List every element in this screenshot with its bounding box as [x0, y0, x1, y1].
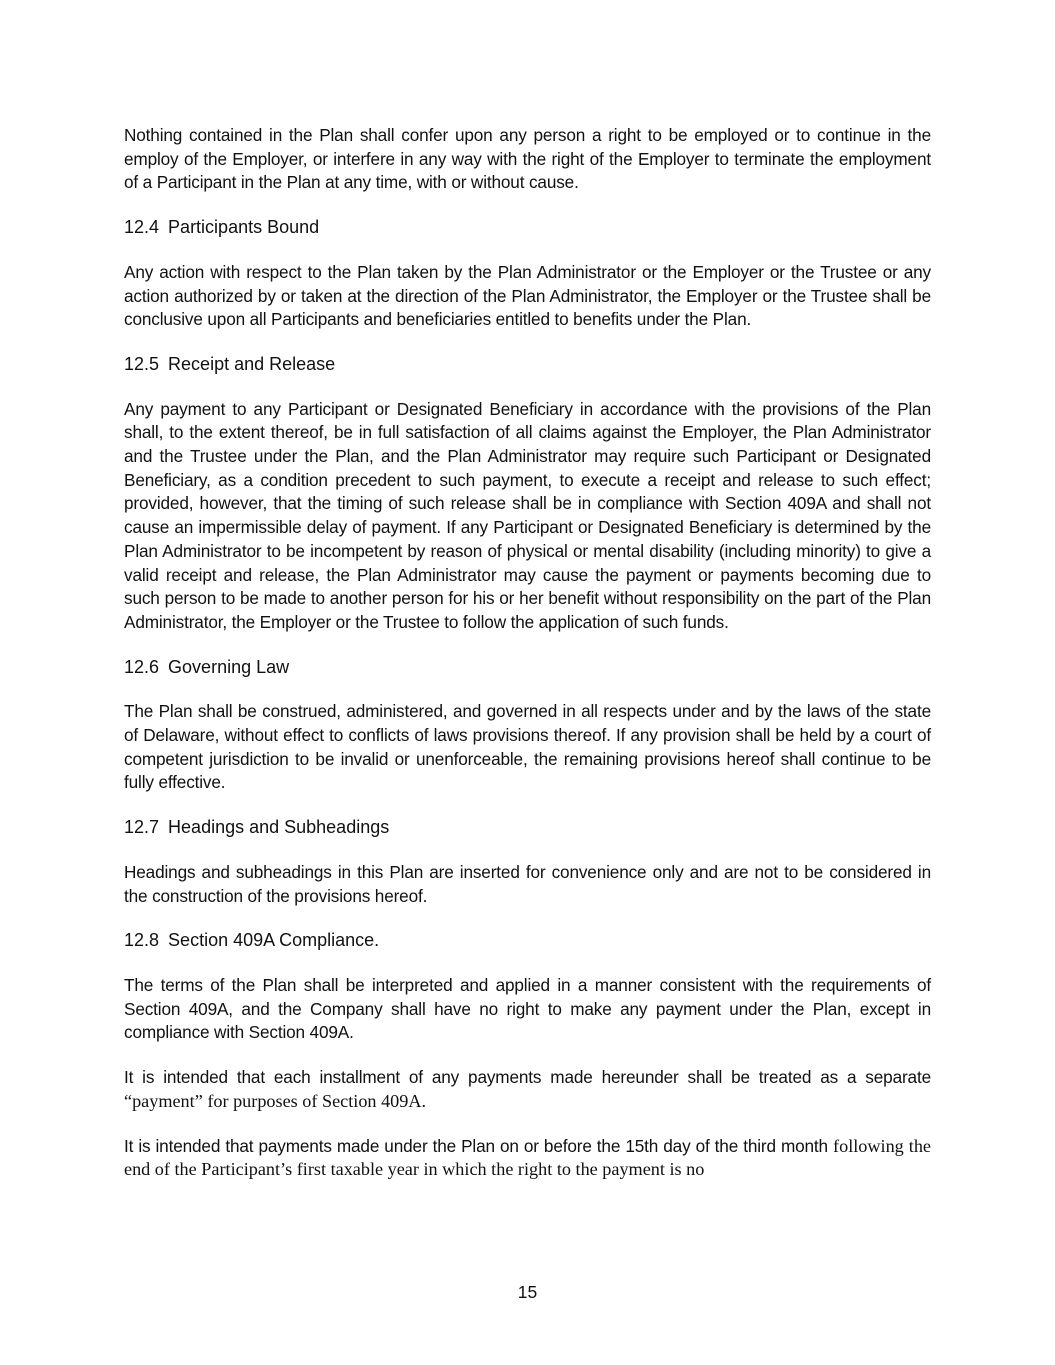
section-number: 12.8 — [124, 930, 160, 951]
section-title: Section 409A Compliance. — [168, 930, 380, 951]
section-number: 12.5 — [124, 353, 160, 374]
section-heading-12-7 — [124, 816, 931, 840]
section-12-8-paragraph: The terms of the Plan shall be interpreted and applied in a manner consistent with the requirements of Section 409A, and the Company shall have no right to make any payment under the Plan, except in compliance with Section 409A. — [124, 974, 931, 1043]
section-heading-12-5 — [124, 353, 931, 377]
section-title: Governing Law — [168, 656, 290, 677]
page-number: 15 — [517, 1282, 538, 1302]
section-12-7-paragraph: Headings and subheadings in this Plan are inserted for convenience only and are not to be considered in the construction of the provisions hereof. — [124, 861, 931, 906]
intro-paragraph: Nothing contained in the Plan shall confer upon any person a right to be employed or to continue in the employ of the Employer, or interfere in any way with the right of the Employer to terminate the employment of a Participant in the Plan at any time, with or without cause. — [124, 125, 931, 193]
short-term-deferral-text-serif: following the end of the Participant’s first taxable year in which the right to the payment is no — [124, 1135, 931, 1180]
separate-payment-text-serif: “payment” for purposes of Section 409A. — [124, 1090, 427, 1111]
section-title: Receipt and Release — [168, 353, 336, 374]
section-number: 12.7 — [124, 817, 160, 838]
separate-payment-text-sans: It is intended that each installment of any payments made hereunder shall be treated as a separate — [124, 1067, 931, 1088]
document-body — [124, 124, 931, 1203]
short-term-deferral-text-sans: It is intended that payments made under the Plan on or before the 15th day of the third month — [124, 1135, 828, 1156]
section-12-5-paragraph: Any payment to any Participant or Designated Beneficiary in accordance with the provisions of the Plan shall, to the extent thereof, be in full satisfaction of all claims against the Employer, the Plan Administrator and the Trustee under the Plan, and the Plan Administrator may require such Participant or Designated Beneficiary, as a condition precedent to such payment, to execute a receipt and release to such effect; provided, however, that the timing of such release shall be in compliance with Section 409A and shall not cause an impermissible delay of payment. If any Participant or Designated Beneficiary is determined by the Plan Administrator to be incompetent by reason of physical or mental disability (including minority) to give a valid receipt and release, the Plan Administrator may cause the payment or payments becoming due to such person to be made to another person for his or her benefit without responsibility on the part of the Plan Administrator, the Employer or the Trustee to follow the application of such funds. — [124, 398, 931, 632]
section-12-4-paragraph: Any action with respect to the Plan taken by the Plan Administrator or the Employer or the Trustee or any action authorized by or taken at the direction of the Plan Administrator, the Employer or the Trustee shall be conclusive upon all Participants and beneficiaries entitled to benefits under the Plan. — [124, 261, 931, 330]
section-heading-12-4 — [124, 216, 931, 240]
section-12-6-paragraph: The Plan shall be construed, administered, and governed in all respects under and by the laws of the state of Delaware, without effect to conflicts of laws provisions thereof. If any provision shall be held by a court of competent jurisdiction to be invalid or unenforceable, the remaining provisions hereof shall continue to be fully effective. — [124, 701, 931, 793]
separate-payment-paragraph — [124, 1066, 931, 1113]
section-heading-12-8 — [124, 929, 931, 953]
short-term-deferral-paragraph — [124, 1135, 931, 1182]
section-title: Participants Bound — [168, 217, 320, 238]
section-number: 12.6 — [124, 656, 160, 677]
section-number: 12.4 — [124, 217, 160, 238]
section-title: Headings and Subheadings — [168, 817, 390, 838]
section-heading-12-6 — [124, 656, 931, 680]
